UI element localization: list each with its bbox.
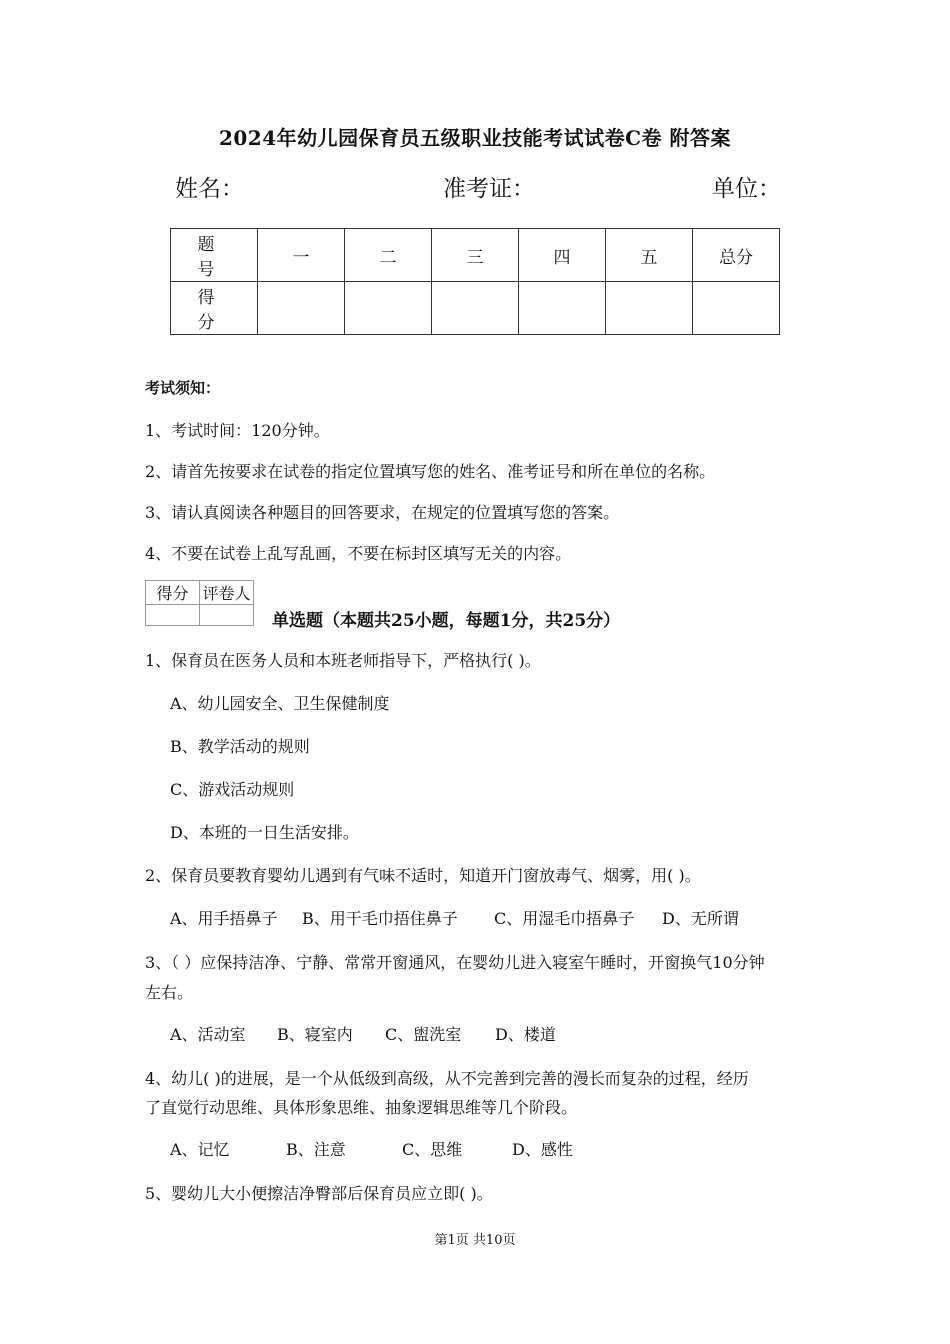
page-footer: 第1页 共10页 [434, 1233, 516, 1248]
score-cell[interactable] [606, 282, 693, 335]
page-title: 2024年幼儿园保育员五级职业技能考试试卷C卷 附答案 [218, 126, 732, 150]
question-4-option-c[interactable]: C、思维 [402, 1140, 463, 1159]
grader-name-label: 评卷人 [200, 581, 254, 605]
question-3-text: 3、（ ）应保持洁净、宁静、常常开窗通风，在婴幼儿进入寝室午睡时，开窗换气10分钟 [145, 953, 765, 972]
grader-score-label: 得分 [146, 581, 200, 605]
question-2-option-d[interactable]: D、无所谓 [662, 909, 739, 928]
score-cell[interactable] [345, 282, 432, 335]
question-4-option-d[interactable]: D、感性 [512, 1140, 573, 1159]
score-cell[interactable] [432, 282, 519, 335]
grader-name-cell[interactable] [200, 605, 254, 626]
question-5-text: 5、婴幼儿大小便擦洁净臀部后保育员应立即( )。 [145, 1184, 493, 1203]
question-2-text: 2、保育员要教育婴幼儿遇到有气味不适时，知道开门窗放毒气、烟雾，用( )。 [145, 866, 701, 885]
score-table-header-row [171, 229, 780, 282]
question-3-option-a[interactable]: A、活动室 [170, 1025, 246, 1044]
question-1-text: 1、保育员在医务人员和本班老师指导下，严格执行( )。 [145, 651, 541, 670]
question-4-option-a[interactable]: A、记忆 [170, 1140, 230, 1159]
question-1-option-d[interactable]: D、本班的一日生活安排。 [170, 823, 359, 842]
question-4-options [170, 1137, 573, 1160]
score-header-label: 题 号 [171, 229, 258, 282]
score-col-1: 一 [258, 229, 345, 282]
question-4-text-cont: 了直觉行动思维、具体形象思维、抽象逻辑思维等几个阶段。 [145, 1098, 578, 1117]
score-col-5: 五 [606, 229, 693, 282]
name-label: 姓名： [175, 176, 244, 202]
score-cell[interactable] [519, 282, 606, 335]
question-2-option-c[interactable]: C、用湿毛巾捂鼻子 [494, 909, 635, 928]
score-cell[interactable] [693, 282, 780, 335]
question-2-option-b[interactable]: B、用干毛巾捂住鼻子 [302, 909, 458, 928]
question-4-option-b[interactable]: B、注意 [286, 1140, 346, 1159]
question-3-option-b[interactable]: B、寝室内 [277, 1025, 353, 1044]
score-col-total: 总分 [693, 229, 780, 282]
notice-item: 4、不要在试卷上乱写乱画，不要在标封区填写无关的内容。 [145, 544, 572, 563]
notice-item: 2、请首先按要求在试卷的指定位置填写您的姓名、准考证号和所在单位的名称。 [145, 462, 716, 481]
score-row-label: 得 分 [171, 282, 258, 335]
exam-id-label: 准考证： [443, 176, 535, 202]
question-3-option-d[interactable]: D、楼道 [495, 1025, 556, 1044]
grader-box [145, 580, 254, 626]
score-cell[interactable] [258, 282, 345, 335]
section-title: 单选题（本题共25小题，每题1分，共25分） [272, 611, 621, 631]
score-col-4: 四 [519, 229, 606, 282]
score-col-2: 二 [345, 229, 432, 282]
notice-item: 1、考试时间：120分钟。 [145, 421, 330, 440]
question-2-options [170, 906, 739, 929]
score-col-3: 三 [432, 229, 519, 282]
question-4-text: 4、幼儿( )的进展，是一个从低级到高级，从不完善到完善的漫长而复杂的过程，经历 [145, 1069, 749, 1088]
unit-label: 单位： [712, 176, 781, 202]
question-1-option-c[interactable]: C、游戏活动规则 [170, 780, 295, 799]
notice-item: 3、请认真阅读各种题目的回答要求，在规定的位置填写您的答案。 [145, 503, 620, 522]
grader-score-cell[interactable] [146, 605, 200, 626]
notice-heading: 考试须知： [145, 379, 221, 397]
score-table-score-row [171, 282, 780, 335]
question-1-option-b[interactable]: B、教学活动的规则 [170, 737, 310, 756]
score-table [170, 228, 780, 335]
question-3-options [170, 1022, 556, 1045]
question-3-text-cont: 左右。 [145, 983, 194, 1002]
question-2-option-a[interactable]: A、用手捂鼻子 [170, 909, 278, 928]
question-1-option-a[interactable]: A、幼儿园安全、卫生保健制度 [170, 694, 390, 713]
question-3-option-c[interactable]: C、盥洗室 [385, 1025, 462, 1044]
